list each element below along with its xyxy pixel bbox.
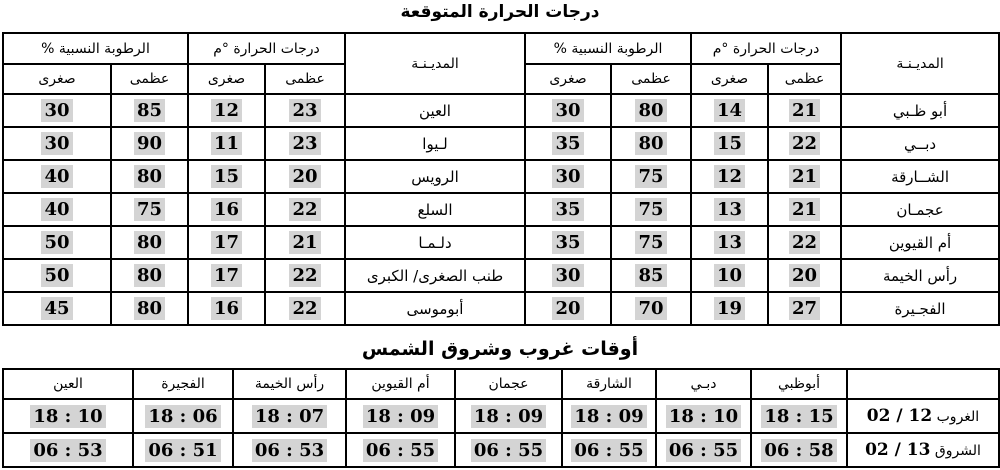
sunset-time: 18 : 10 [30, 405, 105, 428]
humidity-min-value: 35 [552, 132, 583, 155]
sunset-time: 18 : 06 [145, 405, 220, 428]
temp-min-value-cell [188, 226, 265, 259]
temp-min-value: 16 [211, 198, 242, 221]
sun-city-header: أم القيوين [346, 369, 455, 399]
temp-max-value-cell [265, 127, 345, 160]
temp-min-header: صغرى [691, 64, 768, 94]
sunset-time-cell [346, 399, 455, 433]
city-name: الفجـيرة [841, 292, 999, 325]
temp-max-value: 21 [789, 198, 820, 221]
temp-max-value-cell [265, 226, 345, 259]
temp-min-value: 17 [211, 264, 242, 287]
sun-city-header: العين [3, 369, 133, 399]
temp-min-value: 16 [211, 297, 242, 320]
weather-row [3, 160, 999, 193]
city-name: دلـمـا [345, 226, 525, 259]
sunset-time-cell [656, 399, 751, 433]
sunrise-time: 06 : 53 [30, 439, 105, 462]
sunrise-time-cell [562, 433, 656, 467]
humidity-max-value: 80 [134, 297, 165, 320]
sunrise-label-cell [847, 433, 999, 467]
sunrise-time-cell [3, 433, 133, 467]
temp-max-value-cell [768, 292, 841, 325]
city-name: السلع [345, 193, 525, 226]
city-name: أبو ظـبي [841, 94, 999, 127]
city-name: رأس الخيمة [841, 259, 999, 292]
humidity-min-value: 20 [552, 297, 583, 320]
sunset-time-cell [3, 399, 133, 433]
sunrise-time-cell [656, 433, 751, 467]
temp-min-value-cell [691, 160, 768, 193]
temp-max-value-cell [265, 94, 345, 127]
humidity-max-value-cell [111, 292, 188, 325]
weather-row [3, 127, 999, 160]
humidity-min-value: 30 [552, 165, 583, 188]
humidity-max-value-cell [611, 160, 691, 193]
temp-max-value: 22 [289, 264, 320, 287]
humidity-min-value-cell [525, 160, 611, 193]
temp-min-value-cell [188, 259, 265, 292]
weather-row [3, 94, 999, 127]
humidity-max-value: 75 [134, 198, 165, 221]
weather-row [3, 226, 999, 259]
sun-city-header: عجمان [455, 369, 562, 399]
temp-max-value-cell [768, 127, 841, 160]
humidity-max-value: 85 [134, 99, 165, 122]
sunrise-time: 06 : 55 [571, 439, 646, 462]
humidity-min-value-cell [3, 160, 111, 193]
humidity-max-value-cell [111, 193, 188, 226]
humidity-max-value: 80 [635, 99, 666, 122]
humidity-max-value: 90 [134, 132, 165, 155]
humidity-max-value-cell [111, 259, 188, 292]
temp-min-value: 15 [714, 132, 745, 155]
humidity-min-value-cell [525, 226, 611, 259]
sun-city-header: أبوظبي [751, 369, 847, 399]
sunset-label: الغروب [936, 409, 980, 425]
temp-min-value-cell [188, 292, 265, 325]
city-name: لـيوا [345, 127, 525, 160]
humidity-max-value-cell [611, 226, 691, 259]
humidity-min-value-cell [525, 292, 611, 325]
humidity-max-value-cell [611, 193, 691, 226]
humidity-max-value-cell [111, 226, 188, 259]
temp-max-value-cell [768, 160, 841, 193]
humidity-min-value-cell [525, 193, 611, 226]
temp-max-value: 21 [789, 99, 820, 122]
weather-header-row [3, 33, 999, 64]
humidity-min-value: 35 [552, 231, 583, 254]
temp-max-value-cell [265, 292, 345, 325]
humidity-min-value: 50 [41, 264, 72, 287]
city-name: الرويس [345, 160, 525, 193]
temp-max-value-cell [265, 193, 345, 226]
sunset-label-cell [847, 399, 999, 433]
humidity-min-value: 30 [41, 132, 72, 155]
temp-min-value-cell [188, 193, 265, 226]
temp-max-value: 21 [789, 165, 820, 188]
humidity-max-value: 75 [635, 231, 666, 254]
sunrise-time: 06 : 58 [761, 439, 836, 462]
humidity-header: الرطوبة النسبية % [3, 33, 188, 64]
temp-min-value-cell [691, 127, 768, 160]
sunrise-time: 06 : 55 [666, 439, 741, 462]
temp-max-value: 22 [289, 198, 320, 221]
humidity-max-value: 70 [635, 297, 666, 320]
temp-min-value: 13 [714, 231, 745, 254]
temp-min-value: 11 [211, 132, 242, 155]
sunrise-time-cell [455, 433, 562, 467]
humidity-max-value: 85 [635, 264, 666, 287]
sunset-time: 18 : 07 [252, 405, 327, 428]
sun-header-row [3, 369, 999, 399]
sun-city-header: دبـي [656, 369, 751, 399]
weather-row [3, 193, 999, 226]
sunrise-time-cell [233, 433, 346, 467]
sunrise-time: 06 : 53 [252, 439, 327, 462]
temperature-header: درجات الحرارة °م [691, 33, 841, 64]
humidity-max-header: عظمى [611, 64, 691, 94]
humidity-min-value-cell [3, 226, 111, 259]
weather-row [3, 259, 999, 292]
temp-min-value-cell [691, 259, 768, 292]
humidity-min-value-cell [3, 94, 111, 127]
temp-max-value-cell [768, 259, 841, 292]
sunset-time-cell [133, 399, 233, 433]
humidity-min-value-cell [3, 127, 111, 160]
sunset-time-cell [562, 399, 656, 433]
humidity-min-value: 45 [41, 297, 72, 320]
city-name: عجمـان [841, 193, 999, 226]
temp-max-value: 22 [789, 231, 820, 254]
temp-max-value: 23 [289, 132, 320, 155]
city-header: المديـنـة [841, 33, 999, 94]
humidity-max-value: 75 [635, 198, 666, 221]
temp-min-value-cell [188, 94, 265, 127]
temp-min-value-cell [188, 160, 265, 193]
humidity-max-value: 80 [134, 165, 165, 188]
sun-city-header: الشارقة [562, 369, 656, 399]
temp-min-value: 17 [211, 231, 242, 254]
temp-max-value-cell [768, 226, 841, 259]
temp-max-value: 22 [289, 297, 320, 320]
humidity-min-value: 40 [41, 165, 72, 188]
temp-max-value: 20 [289, 165, 320, 188]
humidity-max-value-cell [611, 259, 691, 292]
temp-min-value-cell [691, 94, 768, 127]
humidity-min-value: 50 [41, 231, 72, 254]
temp-min-value-cell [691, 226, 768, 259]
temp-min-value-cell [188, 127, 265, 160]
humidity-min-header: صغرى [525, 64, 611, 94]
humidity-min-value: 30 [41, 99, 72, 122]
humidity-max-value-cell [111, 127, 188, 160]
sunset-time: 18 : 15 [761, 405, 836, 428]
humidity-min-value-cell [525, 94, 611, 127]
sunrise-time: 06 : 55 [471, 439, 546, 462]
temp-min-value-cell [691, 193, 768, 226]
temp-max-value: 27 [789, 297, 820, 320]
empty-corner [847, 369, 999, 399]
humidity-max-value: 80 [635, 132, 666, 155]
humidity-min-value-cell [3, 259, 111, 292]
humidity-max-value-cell [611, 94, 691, 127]
sunset-date: 12 / 02 [866, 406, 933, 426]
sunset-time: 18 : 09 [363, 405, 438, 428]
city-name: دبــي [841, 127, 999, 160]
humidity-max-value: 80 [134, 264, 165, 287]
humidity-max-value: 80 [134, 231, 165, 254]
humidity-min-value-cell [525, 127, 611, 160]
temperature-header: درجات الحرارة °م [188, 33, 345, 64]
temp-min-header: صغرى [188, 64, 265, 94]
sunrise-time-cell [346, 433, 455, 467]
humidity-max-value-cell [611, 127, 691, 160]
temp-min-value-cell [691, 292, 768, 325]
humidity-min-value-cell [3, 292, 111, 325]
humidity-max-value-cell [111, 94, 188, 127]
humidity-header: الرطوبة النسبية % [525, 33, 691, 64]
humidity-min-value: 30 [552, 99, 583, 122]
humidity-min-value: 30 [552, 264, 583, 287]
sun-city-header: رأس الخيمة [233, 369, 346, 399]
weather-table [2, 32, 1000, 326]
city-name: أم القيوين [841, 226, 999, 259]
temp-min-value: 12 [714, 165, 745, 188]
temp-max-value-cell [265, 259, 345, 292]
temp-max-value-cell [768, 193, 841, 226]
temp-max-value: 21 [289, 231, 320, 254]
humidity-min-value: 35 [552, 198, 583, 221]
sun-city-header: الفجيرة [133, 369, 233, 399]
temp-max-value: 20 [789, 264, 820, 287]
humidity-max-value-cell [611, 292, 691, 325]
humidity-min-value-cell [3, 193, 111, 226]
humidity-max-header: عظمى [111, 64, 188, 94]
sunrise-time-cell [751, 433, 847, 467]
sunrise-label: الشروق [934, 443, 981, 459]
city-name: طنب الصغرى/ الكبرى [345, 259, 525, 292]
sunset-time-cell [233, 399, 346, 433]
temp-max-value: 22 [789, 132, 820, 155]
sunrise-time: 06 : 51 [145, 439, 220, 462]
city-name: أبوموسى [345, 292, 525, 325]
sunrise-time: 06 : 55 [363, 439, 438, 462]
temp-max-header: عظمى [265, 64, 345, 94]
sun-times-title: أوقات غروب وشروق الشمس [361, 338, 639, 360]
temp-max-value-cell [768, 94, 841, 127]
sunset-row [3, 399, 999, 433]
sunrise-date: 13 / 02 [865, 440, 931, 460]
sun-times-table [2, 368, 1000, 468]
humidity-max-value: 75 [635, 165, 666, 188]
sunset-time: 18 : 09 [571, 405, 646, 428]
temp-max-value: 23 [289, 99, 320, 122]
temp-max-header: عظمى [768, 64, 841, 94]
sunset-time-cell [455, 399, 562, 433]
temp-min-value: 10 [714, 264, 745, 287]
sunset-time: 18 : 10 [666, 405, 741, 428]
temp-min-value: 14 [714, 99, 745, 122]
humidity-min-value-cell [525, 259, 611, 292]
humidity-max-value-cell [111, 160, 188, 193]
temp-min-value: 13 [714, 198, 745, 221]
sunrise-row [3, 433, 999, 467]
humidity-min-header: صغرى [3, 64, 111, 94]
city-header: المديـنـة [345, 33, 525, 94]
sunset-time-cell [751, 399, 847, 433]
sunrise-time-cell [133, 433, 233, 467]
sunset-time: 18 : 09 [471, 405, 546, 428]
temp-min-value: 12 [211, 99, 242, 122]
temp-min-value: 19 [714, 297, 745, 320]
temp-min-value: 15 [211, 165, 242, 188]
weather-row [3, 292, 999, 325]
weather-body [3, 94, 999, 325]
city-name: الشــارقة [841, 160, 999, 193]
city-name: العين [345, 94, 525, 127]
weather-title: درجات الحرارة المتوقعة [400, 2, 600, 22]
temp-max-value-cell [265, 160, 345, 193]
humidity-min-value: 40 [41, 198, 72, 221]
